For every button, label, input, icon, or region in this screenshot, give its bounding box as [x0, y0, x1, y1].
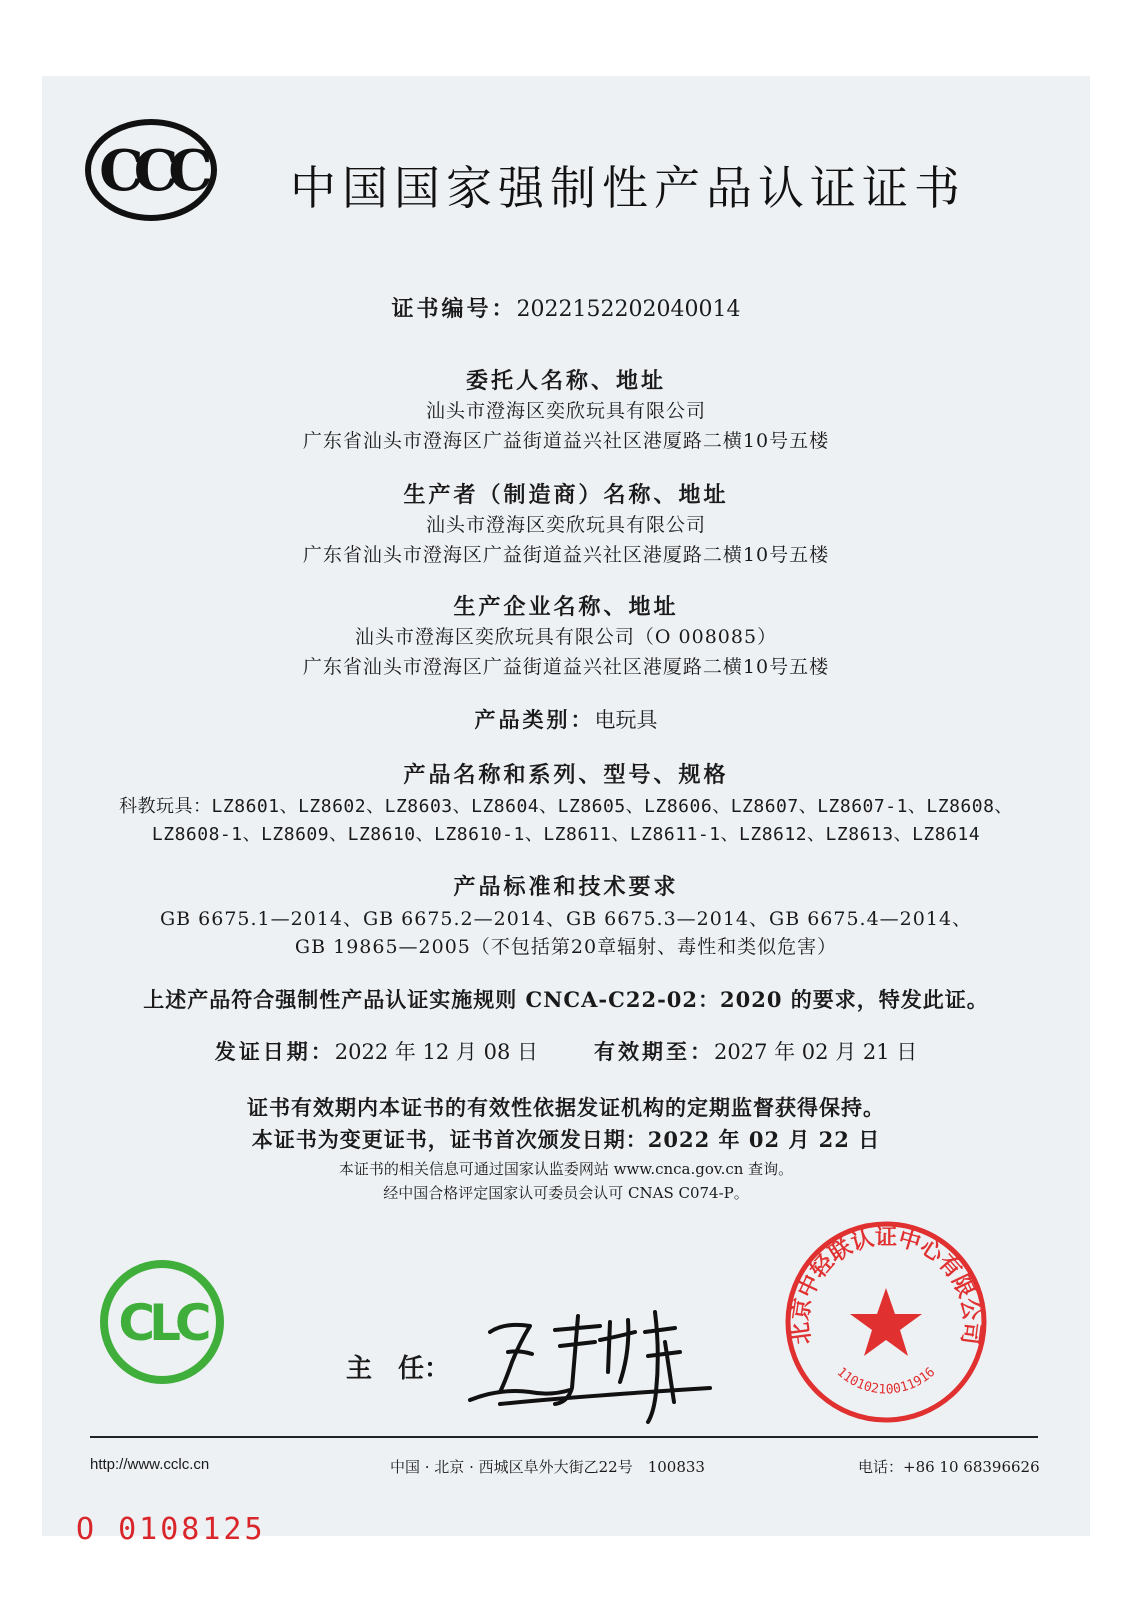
seal-star-icon — [850, 1288, 922, 1356]
standards-line-1: GB 6675.1—2014、GB 6675.2—2014、GB 6675.3—2014、GB 6675.4—2014、 — [159, 908, 973, 930]
certificate-number-label: 证书编号： — [391, 296, 517, 322]
products-line-2: LZ8608-1、LZ8609、LZ8610、LZ8610-1、LZ8611、LZ8611-1、LZ8612、LZ8613、LZ8614 — [151, 824, 981, 845]
factory-address: 广东省汕头市澄海区广益街道益兴社区港厦路二横10号五楼 — [302, 656, 830, 678]
ccc-logo — [84, 118, 218, 222]
products-line-1: 科教玩具：LZ8601、LZ8602、LZ8603、LZ8604、LZ8605、LZ8606、LZ8607、LZ8607-1、LZ8608、 — [119, 796, 1013, 817]
manufacturer-heading: 生产者（制造商）名称、地址 — [403, 482, 729, 508]
factory-heading: 生产企业名称、地址 — [453, 594, 679, 620]
standards-heading: 产品标准和技术要求 — [453, 874, 679, 900]
certificate-number-value: 2022152202040014 — [516, 297, 741, 322]
cnas-note: 经中国合格评定国家认可委员会认可 CNAS C074-P。 — [383, 1184, 749, 1202]
page-title: 中国国家强制性产品认证证书 — [290, 161, 966, 215]
seal-number: 11010210011916 — [833, 1364, 939, 1398]
serial-number: O 0108125 — [76, 1512, 266, 1547]
footer-divider — [90, 1436, 1038, 1438]
standards-line-2: GB 19865—2005（不包括第20章辐射、毒性和类似危害） — [294, 936, 838, 958]
director-label: 主 任： — [346, 1354, 451, 1384]
cnca-query-note: 本证书的相关信息可通过国家认监委网站 www.cnca.gov.cn 查询。 — [338, 1160, 794, 1178]
product-category-value: 电玩具 — [594, 708, 658, 732]
clc-logo-text: CLC — [118, 1294, 206, 1352]
manufacturer-name: 汕头市澄海区奕欣玩具有限公司 — [425, 514, 706, 536]
footer-phone: 电话：+86 10 68396626 — [858, 1458, 1040, 1476]
client-address: 广东省汕头市澄海区广益街道益兴社区港厦路二横10号五楼 — [302, 430, 830, 452]
director-signature — [460, 1292, 720, 1432]
certificate-number — [42, 292, 1090, 323]
validity-note: 证书有效期内本证书的有效性依据发证机构的定期监督获得保持。 — [247, 1095, 885, 1120]
footer-website: http://www.cclc.cn — [90, 1456, 210, 1473]
issue-date-value: 2022 年 12 月 08 日 — [334, 1040, 538, 1064]
clc-logo — [98, 1258, 226, 1386]
seal-org-name: 北京中轻联认证中心有限公司 — [787, 1224, 985, 1346]
product-category-label: 产品类别： — [474, 707, 595, 732]
footer-address: 中国 · 北京 · 西城区阜外大街乙22号 100833 — [390, 1458, 705, 1476]
issue-date-label: 发证日期： — [214, 1039, 335, 1064]
products-heading: 产品名称和系列、型号、规格 — [403, 762, 729, 788]
official-seal — [782, 1218, 990, 1426]
ccc-logo-text: CCC — [99, 138, 203, 204]
product-category — [42, 704, 1090, 734]
client-name: 汕头市澄海区奕欣玩具有限公司 — [425, 400, 706, 422]
valid-until-label: 有效期至： — [594, 1039, 714, 1064]
factory-name: 汕头市澄海区奕欣玩具有限公司（O 008085） — [354, 626, 778, 648]
compliance-statement: 上述产品符合强制性产品认证实施规则 CNCA-C22-02：2020 的要求，特发此证。 — [143, 987, 989, 1012]
manufacturer-address: 广东省汕头市澄海区广益街道益兴社区港厦路二横10号五楼 — [302, 544, 830, 566]
valid-until-value: 2027 年 02 月 21 日 — [714, 1040, 918, 1064]
client-heading: 委托人名称、地址 — [465, 368, 666, 394]
validity-dates — [42, 1036, 1090, 1066]
change-certificate-note: 本证书为变更证书，证书首次颁发日期：2022 年 02 月 22 日 — [251, 1127, 881, 1152]
